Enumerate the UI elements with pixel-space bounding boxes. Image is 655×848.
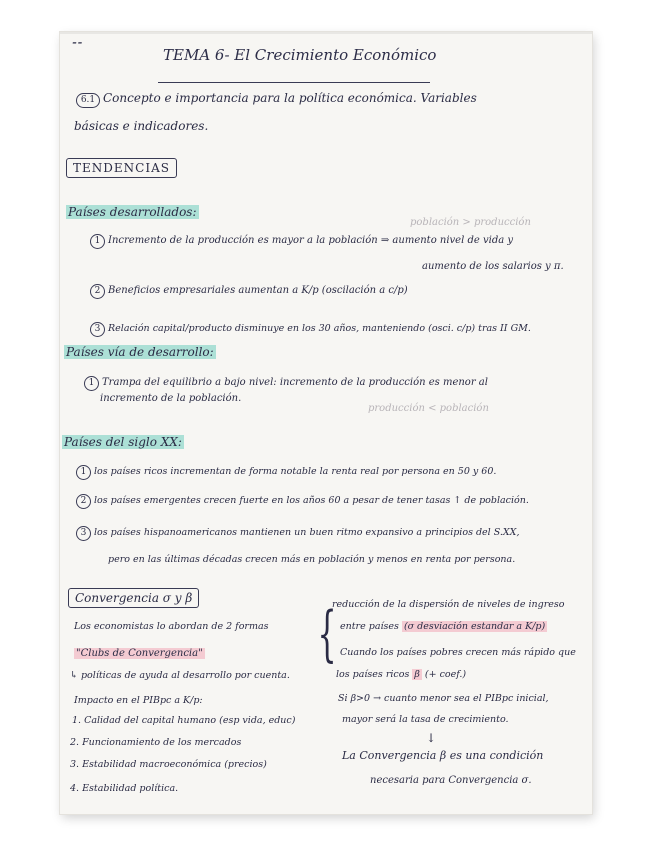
via-desarrollo-heading [64,346,216,358]
desarrollados-item-1-cont: aumento de los salarios y π. [422,261,564,272]
convergencia-list-2: 2. Funcionamiento de los mercados [70,737,242,748]
via-desarrollo-item-1-text: Trampa del equilibrio a bajo nivel: incremento de la producción es menor al [102,377,488,388]
section-6-1-line1 [76,92,477,108]
desarrollados-item-3 [90,322,531,337]
convergencia-list-4: 4. Estabilidad política. [70,783,179,794]
section-6-1-line2: básicas e indicadores. [74,119,209,133]
convergencia-list-3: 3. Estabilidad macroeconómica (precios) [70,759,267,770]
tendencias-heading: TENDENCIAS [66,158,177,178]
convergencia-left-1: Los economistas lo abordan de 2 formas [74,621,269,632]
siglo-xx-item-1 [76,465,496,480]
desarrollados-heading-text: Países desarrollados: [68,205,197,219]
item-number-1: 1 [90,234,105,249]
desarrollados-item-1-text: Incremento de la producción es mayor a la población ⇒ aumento nivel de vida y [108,235,514,246]
item-number-3c: 3 [76,526,91,541]
sigma-definition: (σ desviación estandar a K/p) [403,621,546,632]
convergencia-right-5: Si β>0 → cuanto menor sea el PIBpc inicial, [338,693,549,704]
convergencia-right-4 [336,670,466,680]
pen-mark: ˗˗ [72,35,83,51]
right-4a: los países ricos [336,669,410,680]
desarrollados-item-2-text: Beneficios empresariales aumentan a K/p (oscilación a c/p) [108,285,408,296]
convergencia-right-6: mayor será la tasa de crecimiento. [342,714,509,725]
right-2a: entre países [340,621,399,632]
via-desarrollo-heading-text: Países vía de desarrollo: [66,345,214,359]
clubs-text: "Clubs de Convergencia" [76,648,203,659]
down-arrow-icon: ↓ [426,731,437,745]
siglo-xx-item-2-text: los países emergentes crecen fuerte en los años 60 a pesar de tener tasas ↑ de población. [94,495,529,506]
siglo-xx-item-3 [76,526,519,541]
siglo-xx-item-1-text: los países ricos incrementan de forma notable la renta real por persona en 50 y 60. [94,466,497,477]
convergencia-right-2 [340,622,547,632]
desarrollados-side-note: población > producción [410,217,531,228]
via-desarrollo-item-1 [84,376,488,391]
siglo-xx-heading-text: Países del siglo XX: [64,435,182,449]
convergencia-list-1: 1. Calidad del capital humano (esp vida, educ) [72,715,296,726]
beta-symbol: β [414,669,420,680]
title-underline [158,82,430,83]
convergencia-right-8: necesaria para Convergencia σ. [370,775,532,786]
siglo-xx-heading [62,436,184,448]
siglo-xx-item-3-text: los países hispanoamericanos mantienen un buen ritmo expansivo a principios del S.XX, [94,527,520,538]
via-desarrollo-side-note: producción < población [368,403,489,414]
via-desarrollo-item-1-cont: incremento de la población. [100,393,242,404]
desarrollados-item-2 [90,284,408,299]
item-number-1c: 1 [76,465,91,480]
section-number-badge: 6.1 [76,93,100,108]
convergencia-right-7: La Convergencia β es una condición [342,749,544,762]
convergencia-clubs [74,649,205,659]
desarrollados-item-1 [90,234,513,249]
page-title: TEMA 6- El Crecimiento Económico [163,46,437,64]
item-number-3: 3 [90,322,105,337]
convergencia-heading: Convergencia σ y β [68,588,199,608]
desarrollados-heading [66,206,199,218]
siglo-xx-item-2 [76,494,529,509]
convergencia-impacto: Impacto en el PIBpc a K/p: [74,695,203,706]
convergencia-right-3: Cuando los países pobres crecen más rápido que [340,647,576,658]
right-4c: (+ coef.) [424,669,467,680]
convergencia-left-3: ↳ políticas de ayuda al desarrollo por cuenta. [70,670,290,681]
item-number-2c: 2 [76,494,91,509]
siglo-xx-item-3-cont: pero en las últimas décadas crecen más en población y menos en renta por persona. [108,554,516,565]
section-6-1-text: Concepto e importancia para la política económica. Variables [103,91,477,105]
brace-symbol: { [317,599,337,669]
convergencia-right-1: reducción de la dispersión de niveles de ingreso [332,599,565,610]
page-crease [60,32,592,34]
item-number-1b: 1 [84,376,99,391]
notebook-page [60,32,592,814]
desarrollados-item-3-text: Relación capital/producto disminuye en los 30 años, manteniendo (osci. c/p) tras II GM. [108,323,531,334]
item-number-2: 2 [90,284,105,299]
